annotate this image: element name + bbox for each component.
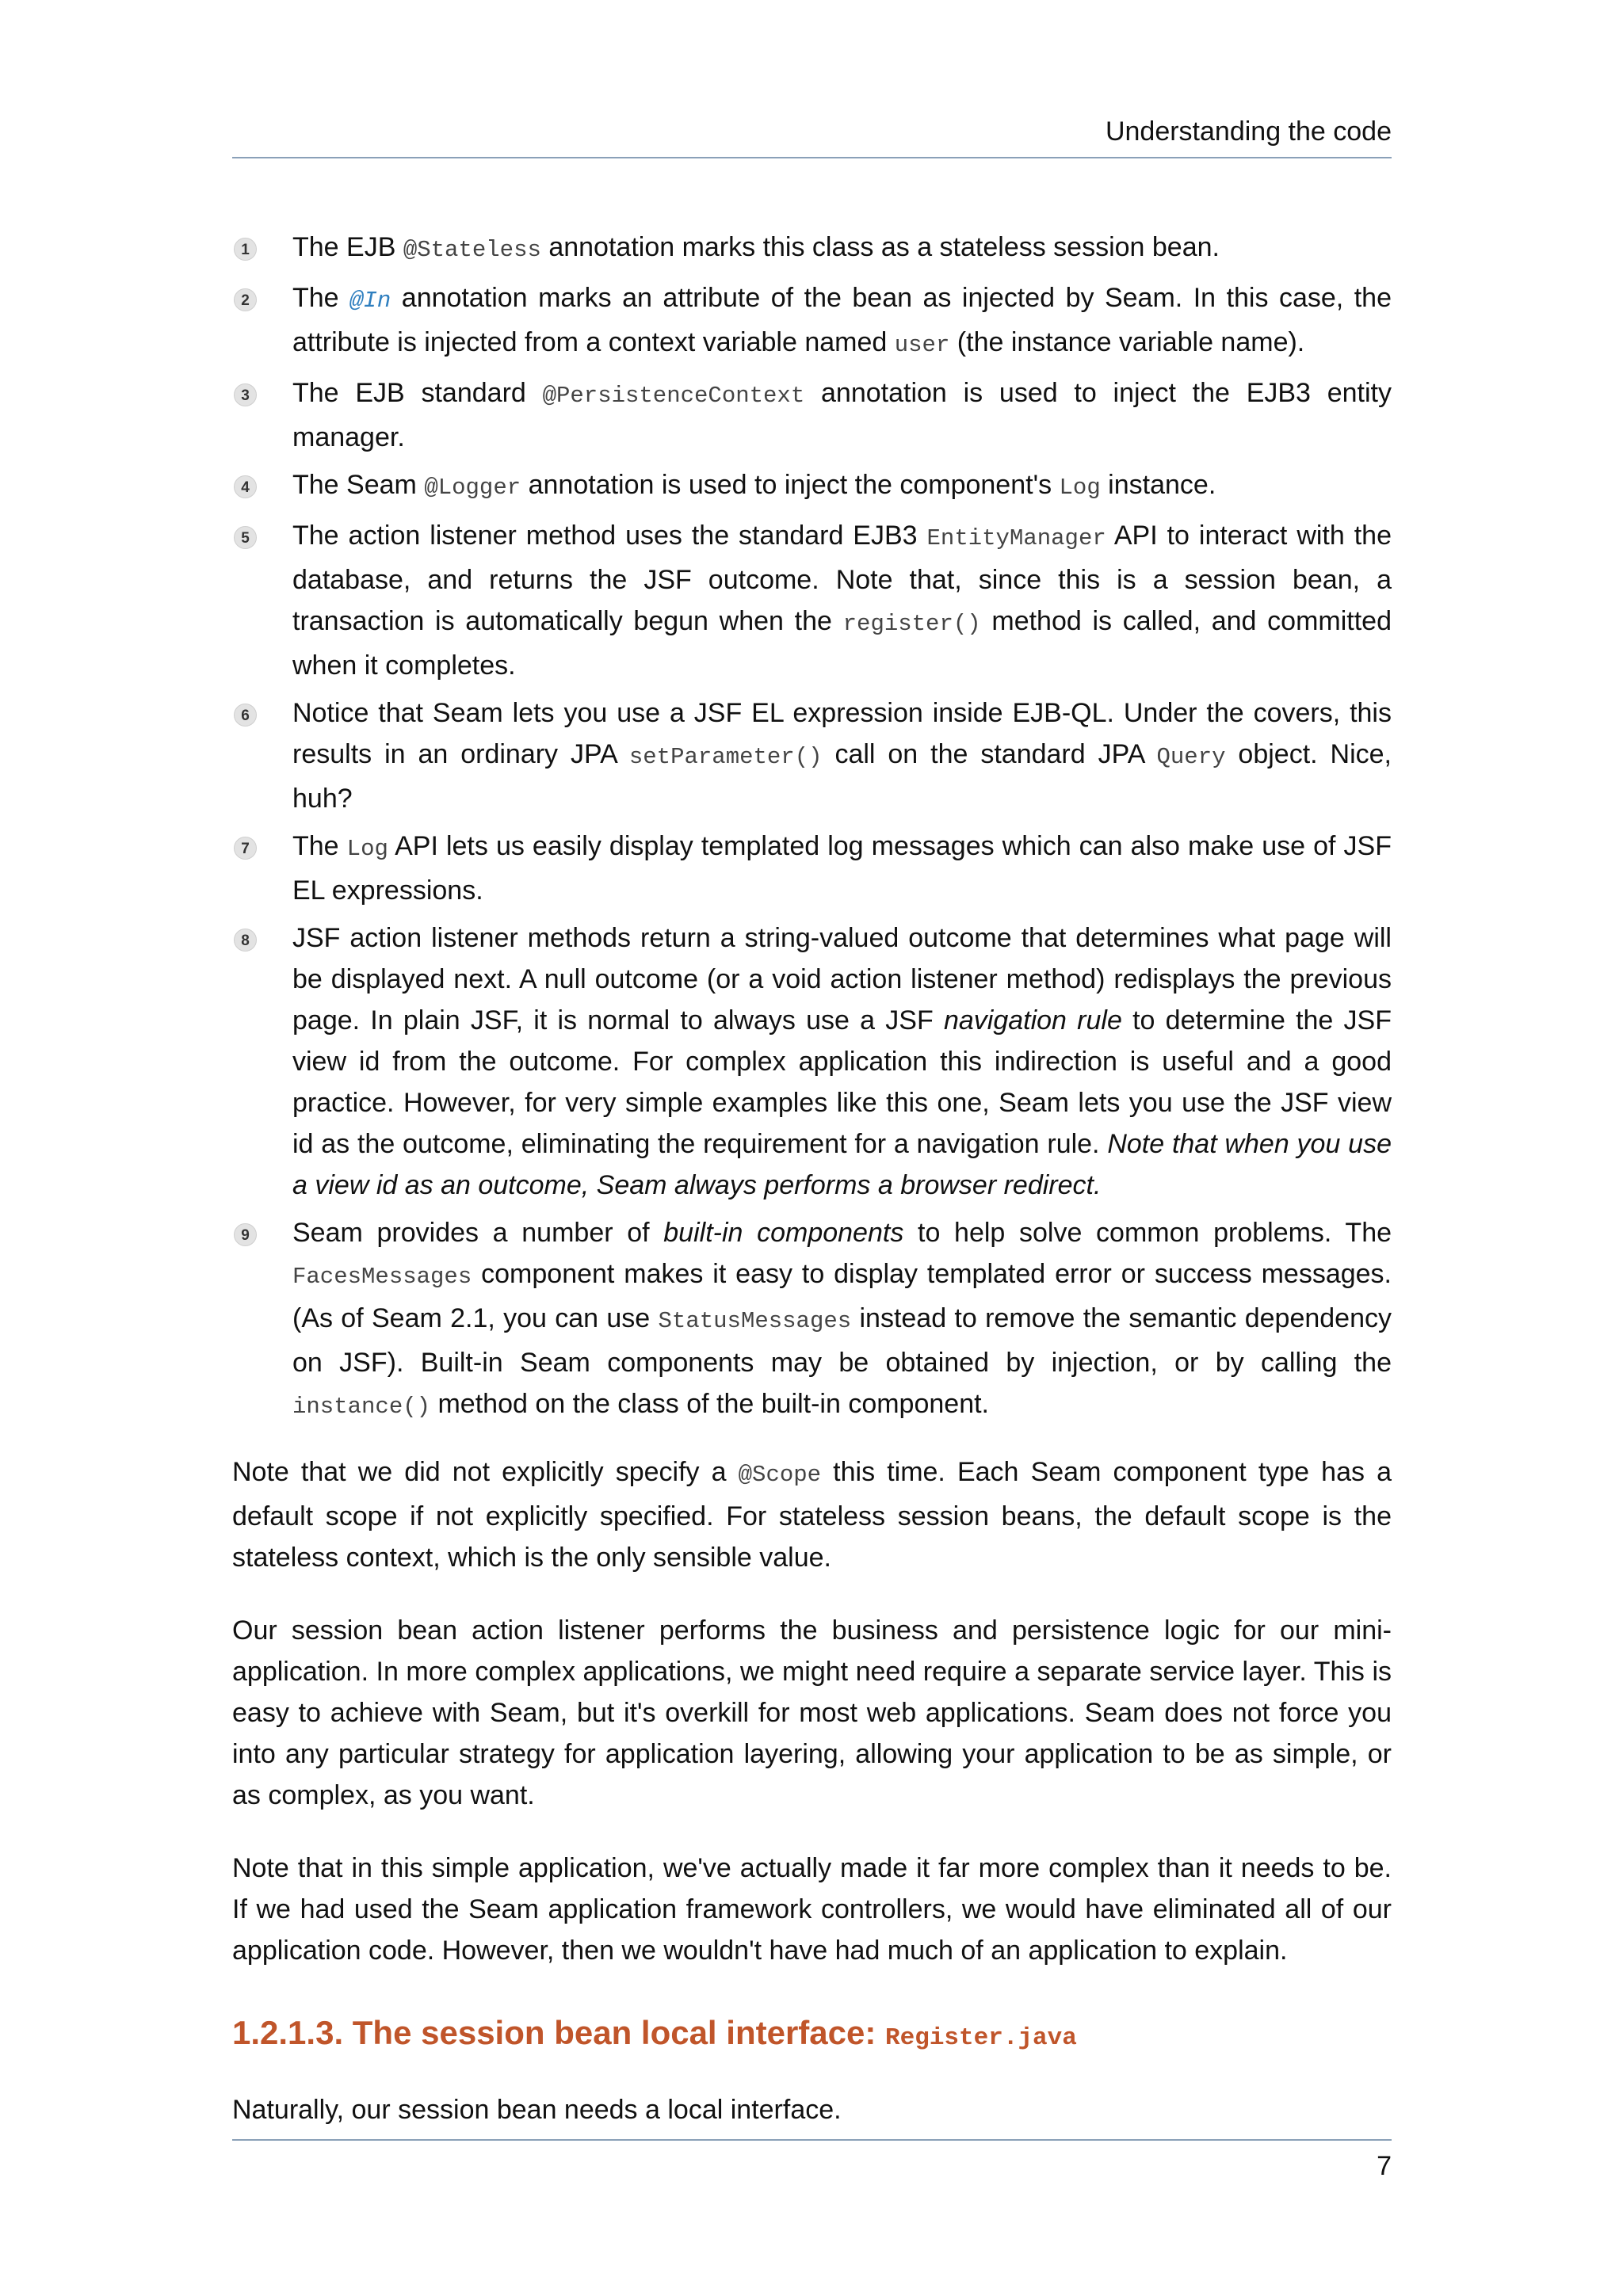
callout-text: JSF action listener methods return a string-valued outcome that determines what page will be displayed next. A null outcome (or a void action listener method) redisplays the previous page. In plain JSF, it is normal to always use a JSF xyxy=(292,923,1392,1035)
callout-number-badge: 2 xyxy=(234,288,257,311)
callout-item xyxy=(232,826,1392,911)
code-faces-messages: FacesMessages xyxy=(292,1264,472,1290)
callout-text: The action listener method uses the standard EJB3 xyxy=(292,521,927,551)
callout-text: The xyxy=(292,831,347,861)
callout-item xyxy=(232,1212,1392,1428)
body-paragraph: Naturally, our session bean needs a local interface. xyxy=(232,2095,842,2125)
callout-text: The EJB standard xyxy=(292,378,543,408)
paragraph-text: Note that we did not explicitly specify a xyxy=(232,1457,739,1487)
callout-number-badge: 5 xyxy=(234,526,257,549)
code-instance-method: instance() xyxy=(292,1394,431,1420)
callout-text: method is called, and committed when it completes. xyxy=(292,606,1392,681)
callout-item xyxy=(232,277,1392,366)
callout-text: annotation is used to inject the EJB3 entity manager. xyxy=(292,378,1392,452)
code-register-method: register() xyxy=(842,611,981,637)
code-status-messages: StatusMessages xyxy=(658,1308,852,1334)
callout-item xyxy=(232,464,1392,509)
code-logger: @Logger xyxy=(424,475,521,501)
callout-text: annotation marks this class as a stateless session bean. xyxy=(540,232,1220,262)
code-log: Log xyxy=(346,836,388,862)
emphasis-redirect-note: Note that when you use a view id as an outcome, Seam always performs a browser redirect. xyxy=(292,1129,1392,1200)
callout-number-badge: 1 xyxy=(234,238,257,261)
callout-text: method on the class of the built-in component. xyxy=(430,1389,989,1419)
body-paragraph: Note that in this simple application, we've actually made it far more complex than it needs to be. If we had used the Seam application framework controllers, we would have eliminated all of our application code. However, then we wouldn't have had much of an application to explain. xyxy=(232,1853,1392,1966)
body-paragraph xyxy=(232,1451,1392,1578)
callout-text: Seam provides a number of xyxy=(292,1218,664,1248)
callout-number-badge: 7 xyxy=(234,837,257,860)
callout-text: instead to remove the semantic dependency on JSF). Built-in Seam components may be obtained by injection, or by calling the xyxy=(292,1303,1392,1378)
code-set-parameter: setParameter() xyxy=(628,744,823,770)
section-code-filename: Register.java xyxy=(885,2024,1077,2052)
callout-list xyxy=(232,227,1392,1428)
callout-text: (the instance variable name). xyxy=(949,327,1305,357)
callout-text: The EJB xyxy=(292,232,403,262)
code-log: Log xyxy=(1059,475,1101,501)
callout-text: to determine the JSF view id from the outcome. For complex application this indirection is useful and a good practice. However, for very simple examples like this one, Seam lets you use the JSF view id as the outcome, eliminating the requirement for a navigation rule. xyxy=(292,1005,1392,1159)
callout-number-badge: 9 xyxy=(234,1223,257,1246)
section-title: 1.2.1.3. The session bean local interface: xyxy=(232,2014,886,2051)
callout-item xyxy=(232,917,1392,1206)
callout-number-badge: 8 xyxy=(234,929,257,952)
callout-number-badge: 6 xyxy=(234,704,257,727)
paragraph-text: this time. Each Seam component type has a default scope if not explicitly specified. For stateless session beans, the default scope is the stateless context, which is the only sensible value. xyxy=(232,1457,1392,1573)
callout-text: call on the standard JPA xyxy=(822,739,1157,769)
callout-text: API to interact with the database, and returns the JSF outcome. Note that, since this is a session bean, a transaction is automatically begun when the xyxy=(292,521,1392,636)
page-header xyxy=(232,111,1392,158)
callout-item xyxy=(232,372,1392,458)
running-title: Understanding the code xyxy=(1105,116,1392,147)
callout-item xyxy=(232,692,1392,819)
callout-text: The Seam xyxy=(292,470,425,500)
page-number: 7 xyxy=(1377,2151,1392,2181)
callout-text: object. Nice, huh? xyxy=(292,739,1392,814)
code-link-in[interactable]: @In xyxy=(349,288,391,314)
callout-item xyxy=(232,227,1392,271)
emphasis-navigation-rule: navigation rule xyxy=(943,1005,1122,1035)
code-user: user xyxy=(894,332,950,358)
emphasis-built-in-components: built-in components xyxy=(663,1218,904,1248)
callout-text: instance. xyxy=(1100,470,1216,500)
code-stateless: @Stateless xyxy=(403,237,541,263)
code-persistence-context: @PersistenceContext xyxy=(542,383,805,409)
callout-text: API lets us easily display templated log messages which can also make use of JSF EL expressions. xyxy=(292,831,1392,906)
code-query: Query xyxy=(1156,744,1226,770)
callout-text: component makes it easy to display templated error or success messages. (As of Seam 2.1, you can use xyxy=(292,1259,1392,1333)
code-scope: @Scope xyxy=(738,1462,822,1488)
page-content xyxy=(232,227,1392,2130)
callout-text: annotation is used to inject the component's xyxy=(521,470,1060,500)
callout-number-badge: 3 xyxy=(234,383,257,406)
callout-text: Notice that Seam lets you use a JSF EL expression inside EJB-QL. Under the covers, this results in an ordinary JPA xyxy=(292,698,1392,769)
callout-text: annotation marks an attribute of the bean as injected by Seam. In this case, the attribute is injected from a context variable named xyxy=(292,283,1392,357)
callout-number-badge: 4 xyxy=(234,475,257,498)
page-footer xyxy=(232,2139,1392,2181)
body-paragraph: Our session bean action listener performs the business and persistence logic for our mini-application. In more complex applications, we might need require a separate service layer. This is easy to achieve with Seam, but it's overkill for most web applications. Seam does not force you into any particular strategy for application layering, allowing your application to be as simple, or as complex, as you want. xyxy=(232,1615,1392,1810)
section-heading xyxy=(232,2011,1392,2061)
code-entity-manager: EntityManager xyxy=(926,525,1106,551)
callout-text: to help solve common problems. The xyxy=(903,1218,1392,1248)
callout-item xyxy=(232,515,1392,686)
callout-text: The xyxy=(292,283,350,313)
